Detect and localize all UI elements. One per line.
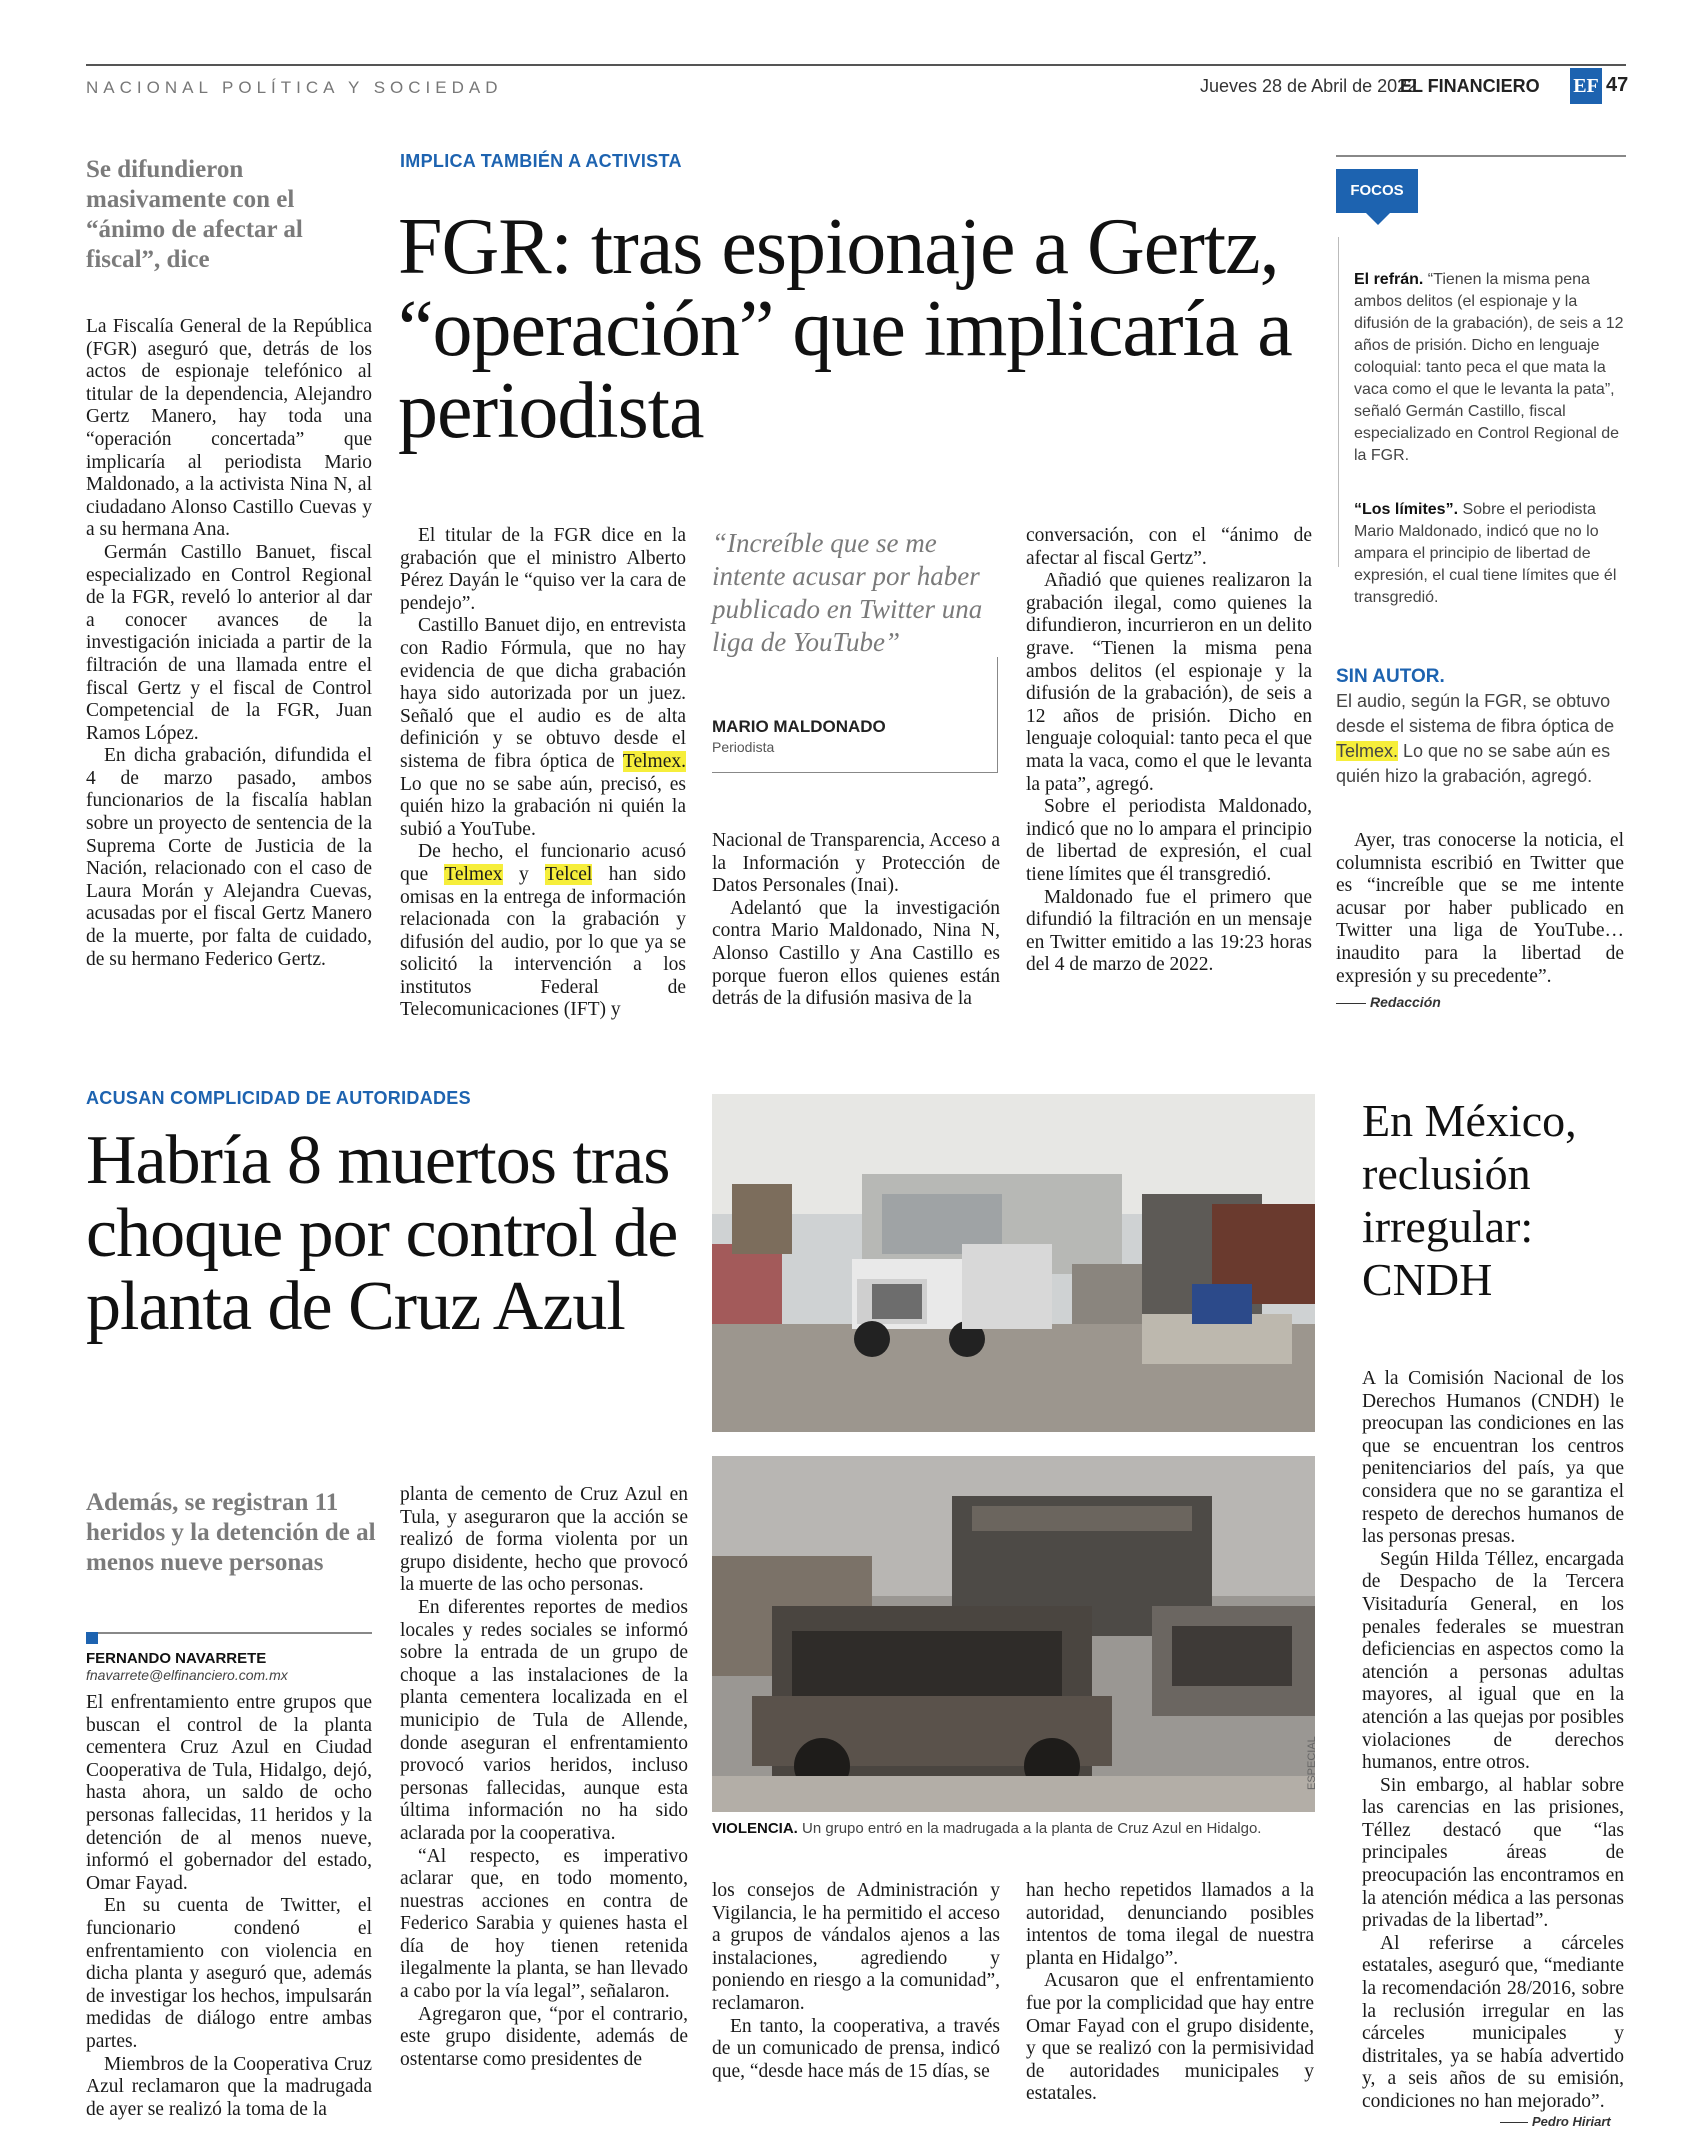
pull-quote-rule bbox=[997, 657, 998, 772]
story1-col1-p1: La Fiscalía General de la República (FGR) aseguró que, detrás de los actos de espionaje telefónico al titular de la dependencia, Alejandro Gertz Manero, hay toda una “operación concertada” que implicaría al periodista Mario Maldonado, a la activista Nina N, al ciudadano Alonso Castillo Cuevas y a su hermana Ana. bbox=[86, 316, 372, 541]
photo-burned-cars-svg bbox=[712, 1456, 1315, 1812]
story2-col3-p1: los consejos de Administración y Vigilancia, le ha permitido el acceso a grupos de vándalos ajenos a las instalaciones, agrediendo y poniendo en riesgo a la comunidad”, reclamaron. bbox=[712, 1880, 1000, 2014]
story1-brief-text: Ayer, tras conocerse la noticia, el columnista escribió en Twitter que es “increíble que se me intente acusar por haber publicado en Twitter una liga de YouTube… inaudito para la libertad de expresión y su precedente”. bbox=[1336, 830, 1624, 987]
story1-col2-p2-b: Lo que no se sabe aún, precisó, es quién hizo la grabación ni quién la subió a YouTube. bbox=[400, 773, 686, 840]
photo-burned-cars bbox=[712, 1456, 1315, 1812]
focos-badge bbox=[1336, 169, 1418, 213]
story1-col2-p2-a: Castillo Banuet dijo, en entrevista con Radio Fórmula, que no hay evidencia de que dicha grabación haya sido autorizada por un juez. Señaló que el audio es de alta definición y se obtuvo desde el sistema de fibra óptica de bbox=[400, 615, 686, 772]
story1-brief-credit-name: Redacción bbox=[1370, 994, 1441, 1010]
story2-col4-p1: han hecho repetidos llamados a la autoridad, denunciando posibles intentos de toma ilegal de nuestra planta en Hidalgo”. bbox=[1026, 1880, 1314, 1969]
byline-tab bbox=[86, 1632, 98, 1644]
telcel-highlight: Telcel bbox=[544, 863, 593, 885]
telmex-highlight: Telmex. bbox=[1336, 741, 1399, 761]
focos-item-sin-autor-title: SIN AUTOR. bbox=[1336, 666, 1445, 687]
issue-date: Jueves 28 de Abril de 2022 bbox=[1200, 76, 1418, 96]
pull-quote bbox=[712, 527, 1002, 782]
story2-kicker: ACUSAN COMPLICIDAD DE AUTORIDADES bbox=[86, 1088, 471, 1108]
byline-email[interactable]: fnavarrete@elfinanciero.com.mx bbox=[86, 1667, 288, 1683]
story1-col1 bbox=[86, 316, 372, 971]
photo-trucks-svg bbox=[712, 1094, 1315, 1432]
focos-item-sin-autor bbox=[1336, 664, 1626, 789]
story2-deck: Además, se registran 11 heridos y la detención de al menos nueve personas bbox=[86, 1489, 376, 1576]
story3-body bbox=[1362, 1368, 1624, 2114]
telmex-highlight: Telmex. bbox=[622, 750, 686, 772]
photo-caption-text: Un grupo entró en la madrugada a la planta de Cruz Azul en Hidalgo. bbox=[797, 1820, 1262, 1837]
story1-col2-p1: El titular de la FGR dice en la grabación que el ministro Alberto Pérez Dayán le “quiso ver la cara de pendejo”. bbox=[400, 525, 686, 614]
story3-p4: Al referirse a cárceles estatales, aseguró que, “mediante la recomendación 28/2016, sobre la reclusión irregular en las cárceles municipales y distritales, ya se había advertido y, a seis años de su emisión, condiciones no han mejorado”. bbox=[1362, 1932, 1624, 2112]
story2-col2-p2: En diferentes reportes de medios locales y redes sociales se informó sobre la entrada de un grupo de choque a las instalaciones de la planta cementera localizada en el municipio de Tula de Allende, donde aseguran el enfrentamiento provocó varios heridos, incluso personas fallecidas, aunque esta última información no ha sido aclarada por la cooperativa. bbox=[400, 1596, 688, 1844]
story2-col3-p2: En tanto, la cooperativa, a través de un comunicado de prensa, indicó que, “desde hace más de 15 días, se bbox=[712, 2015, 1000, 2082]
story1-col3-p2: Adelantó que la investigación contra Mario Maldonado, Nina N, Alonso Castillo y Ana Castillo es porque fueron ellos quienes están detrás de la difusión masiva de la bbox=[712, 897, 1000, 1010]
focos-item-refran-title: El refrán. bbox=[1354, 271, 1424, 288]
story2-col2-p1: planta de cemento de Cruz Azul en Tula, y aseguraron que la acción se realizó de forma violenta por un grupo disidente, hecho que provocó la muerte de las ocho personas. bbox=[400, 1484, 688, 1596]
focos-item-limites-title: “Los límites”. bbox=[1354, 501, 1459, 518]
focos-item-refran-text: “Tienen la misma pena ambos delitos (el espionaje y la difusión de la grabación), de seis a 12 años de prisión. Dicho en lenguaje coloquial: tanto peca el que mata la vaca como el que le levanta la pata”, señaló Germán Castillo, fiscal especializado en Control Regional de la FGR. bbox=[1354, 271, 1624, 464]
story2-col1-p3: Miembros de la Cooperativa Cruz Azul reclamaron que la madrugada de ayer se realizó la toma de la bbox=[86, 2053, 372, 2120]
story1-col2-p3-a: De hecho, el funcionario acusó que bbox=[400, 841, 686, 885]
byline-block bbox=[86, 1632, 372, 1683]
story1-headline: FGR: tras espionaje a Gertz, “operación” que implicaría a periodista bbox=[398, 203, 1292, 455]
story1-col3-p1: Nacional de Transparencia, Acceso a la Información y Protección de Datos Personales (Inai). bbox=[712, 830, 1000, 897]
story2-col2 bbox=[400, 1484, 688, 2071]
credit-dash bbox=[1500, 2122, 1528, 2123]
story1-col2-p2 bbox=[400, 615, 686, 841]
story2-col4-p2: Acusaron que el enfrentamiento fue por la complicidad que hay entre Omar Fayad con el grupo disidente, y que se realizó con la permisividad de autoridades municipales y estatales. bbox=[1026, 1970, 1314, 2105]
story3-headline: En México, reclusión irregular: CNDH bbox=[1362, 1095, 1577, 1305]
credit-dash bbox=[1336, 1003, 1366, 1004]
paper-name: EL FINANCIERO bbox=[1400, 76, 1540, 96]
focos-box bbox=[1336, 155, 1626, 627]
story1-deck: Se difundieron masivamente con el “ánimo de afectar al fiscal”, dice bbox=[86, 156, 303, 273]
photo-trucks bbox=[712, 1094, 1315, 1432]
focos-badge-tail bbox=[1366, 213, 1390, 225]
story1-col2 bbox=[400, 525, 686, 1022]
byline-name: FERNANDO NAVARRETE bbox=[86, 1650, 267, 1667]
pull-quote-role: Periodista bbox=[712, 739, 775, 755]
photo-credit: ESPECIAL bbox=[1306, 1736, 1318, 1790]
story1-col4-p2: Añadió que quienes realizaron la grabación ilegal, como quienes la difundieron, incurrieron en un delito grave. “Tienen la misma pena ambos delitos (el espionaje y la difusión de la grabación), de seis a 12 años de prisión. Dicho en lenguaje coloquial: tanto peca el que mata la vaca, como el que le levanta la pata”, agregó. bbox=[1026, 570, 1312, 795]
focos-item-limites bbox=[1354, 499, 1624, 609]
pull-quote-rule-bottom bbox=[712, 772, 998, 773]
story2-col1-p1: El enfrentamiento entre grupos que buscan el control de la planta cementera Cruz Azul en Ciudad Cooperativa de Tula, Hidalgo, dejó, hasta ahora, un saldo de ocho personas fallecidas, 11 heridos y la detención de al menos nueve, informó el gobernador del estado, Omar Fayad. bbox=[86, 1692, 372, 1894]
focos-item-sin-autor-b: Lo que no se sabe aún es quién hizo la grabación, agregó. bbox=[1336, 741, 1611, 786]
story3-credit bbox=[1500, 2114, 1611, 2129]
section-label: NACIONAL POLÍTICA Y SOCIEDAD bbox=[86, 78, 503, 97]
story2-col4 bbox=[1026, 1880, 1314, 2106]
story3-p3: Sin embargo, al hablar sobre las carencias en las prisiones, Téllez destacó que “las principales áreas de preocupación las encontramos en la atención médica a las personas privadas de la libertad”. bbox=[1362, 1774, 1624, 1932]
pull-quote-name: MARIO MALDONADO bbox=[712, 717, 886, 736]
ef-logo-text: EF bbox=[1573, 75, 1599, 97]
header-rule bbox=[86, 64, 1626, 66]
ef-logo bbox=[1570, 68, 1602, 104]
focos-badge-text: FOCOS bbox=[1350, 182, 1404, 199]
story1-col1-p2: Germán Castillo Banuet, fiscal especializado en Control Regional de la FGR, reveló lo anterior al dar a conocer avances de la investigación iniciada a partir de la filtración de una llamada entre el fiscal Gertz y el fiscal de Control Competencial de la FGR, Juan Ramos López. bbox=[86, 541, 372, 744]
telmex-highlight: Telmex bbox=[444, 863, 503, 885]
story1-brief-credit bbox=[1336, 994, 1441, 1010]
story1-col4-p4: Maldonado fue el primero que difundió la filtración en un mensaje en Twitter emitido a las 19:23 horas del 4 de marzo de 2022. bbox=[1026, 886, 1312, 976]
focos-item-limites-text: Sobre el periodista Mario Maldonado, indicó que no lo ampara el principio de libertad de expresión, el cual tiene límites que él transgredió. bbox=[1354, 501, 1617, 606]
story3-p1: A la Comisión Nacional de los Derechos Humanos (CNDH) le preocupan las condiciones en las que se encuentran los centros penitenciarios del país, ya que considera que no se garantiza el respeto de derechos humanos de las personas presas. bbox=[1362, 1368, 1624, 1548]
story1-col3 bbox=[712, 830, 1000, 1011]
story1-col2-p3 bbox=[400, 841, 686, 1022]
story1-brief bbox=[1336, 830, 1624, 988]
story1-col4 bbox=[1026, 525, 1312, 977]
focos-item-refran bbox=[1354, 269, 1624, 467]
story2-col1 bbox=[86, 1692, 372, 2121]
pull-quote-text: “Increíble que se me intente acusar por haber publicado en Twitter una liga de YouTube” bbox=[712, 528, 983, 657]
story2-col1-p2: En su cuenta de Twitter, el funcionario condenó el enfrentamiento con violencia en dicha planta y aseguró que, además de investigar los hechos, impulsarán medidas de diálogo entre ambas partes. bbox=[86, 1895, 372, 2052]
story2-col3 bbox=[712, 1880, 1000, 2083]
story2-col2-p3: “Al respecto, es imperativo aclarar que, en todo momento, nuestras acciones en contra de Federico Sarabia y quienes hasta el día de hoy tienen retenida ilegalmente la planta, se han llevado a cabo por la vía legal”, señalaron. bbox=[400, 1845, 688, 2003]
page-number: 47 bbox=[1606, 74, 1629, 96]
story2-headline: Habría 8 muertos tras choque por control de planta de Cruz Azul bbox=[86, 1122, 678, 1345]
story1-col4-p3: Sobre el periodista Maldonado, indicó que no lo ampara el principio de libertad de expresión, el cual tiene límites que él transgredió. bbox=[1026, 796, 1312, 885]
story1-col2-p3-b: han sido omisas en la entrega de información relacionada con la grabación y difusión del audio, por lo que ya se solicitó la intervención a los institutos Federal de Telecomunicaciones (IFT) y bbox=[400, 863, 686, 1021]
photo-caption bbox=[712, 1820, 1315, 1837]
story3-credit-name: Pedro Hiriart bbox=[1532, 2114, 1611, 2129]
story3-p2: Según Hilda Téllez, encargada de Despacho de la Tercera Visitaduría General, en los penales federales se muestran deficiencias en aspectos como la atención a personas adultas mayores, al igual que en la atención a las quejas por posibles violaciones de derechos humanos, entre otros. bbox=[1362, 1548, 1624, 1774]
story1-col4-p1: conversación, con el “ánimo de afectar al fiscal Gertz”. bbox=[1026, 525, 1312, 569]
story2-col2-p4: Agregaron que, “por el contrario, este grupo disidente, además de ostentarse como presidentes de bbox=[400, 2003, 688, 2070]
story1-col2-p3-mid: y bbox=[502, 863, 545, 885]
story1-col1-p3: En dicha grabación, difundida el 4 de marzo pasado, ambos funcionarios de la fiscalía hablan sobre un proyecto de sentencia de la Suprema Corte de Justicia de la Nación, relacionado con el caso de Laura Morán y Alejandra Cuevas, acusadas por el fiscal Gertz Manero de la muerte, por falta de cuidado, de su hermano Federico Gertz. bbox=[86, 745, 372, 970]
photo-caption-label: VIOLENCIA. bbox=[712, 1820, 798, 1837]
story1-kicker: IMPLICA TAMBIÉN A ACTIVISTA bbox=[400, 151, 682, 171]
focos-item-sin-autor-a: El audio, según la FGR, se obtuvo desde el sistema de fibra óptica de bbox=[1336, 691, 1615, 736]
focos-side-rule bbox=[1338, 237, 1339, 567]
